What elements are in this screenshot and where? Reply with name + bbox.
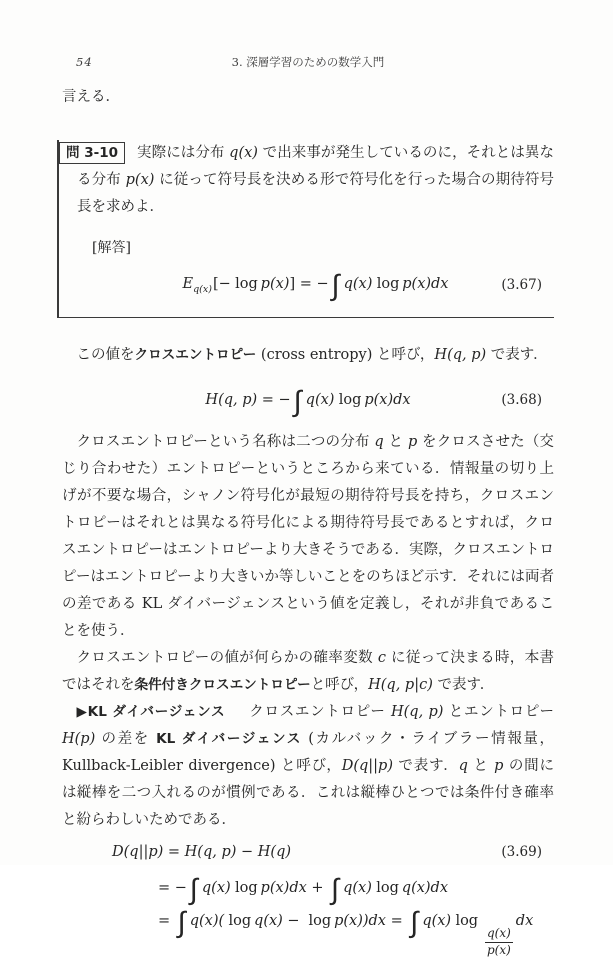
math-operator: ] = − bbox=[289, 275, 329, 292]
equation-3-69 bbox=[62, 838, 554, 962]
text-segment: で出来事が発生しているのに，それとは異なる分布 bbox=[77, 145, 555, 188]
equation-body bbox=[158, 872, 449, 906]
integral-sign: ∫ bbox=[189, 872, 198, 906]
paragraph-kl-divergence bbox=[62, 699, 554, 834]
text-segment: 実際には分布 bbox=[136, 145, 230, 161]
math-symbol: p(x)dx bbox=[402, 275, 449, 292]
text-segment: で表す． bbox=[486, 347, 548, 363]
text-segment: (cross entropy) と呼び， bbox=[256, 347, 435, 363]
math-symbol: p(x) bbox=[260, 275, 290, 292]
equation-body bbox=[205, 384, 411, 418]
text-segment: と bbox=[467, 758, 495, 774]
problem-box bbox=[57, 140, 554, 318]
math-symbol: H(q, p) bbox=[205, 392, 258, 408]
log-function: log bbox=[228, 913, 252, 930]
math-inline: q bbox=[374, 434, 384, 450]
equation-line-2 bbox=[62, 866, 554, 910]
math-inline: H(p) bbox=[62, 731, 96, 747]
integral-sign: ∫ bbox=[331, 872, 340, 906]
math-subscript: q(x) bbox=[193, 283, 212, 295]
paragraph-name-origin bbox=[62, 429, 554, 645]
math-symbol: p(x)dx bbox=[260, 880, 307, 896]
math-inline: c bbox=[377, 650, 387, 666]
math-symbol: p(x)dx bbox=[364, 392, 411, 408]
math-symbol: q(x) bbox=[201, 880, 231, 896]
text-segment: クロスエントロピー bbox=[248, 704, 391, 720]
page-number: 54 bbox=[76, 55, 93, 69]
math-inline: H(q, p) bbox=[390, 704, 444, 720]
equation-body bbox=[158, 905, 534, 958]
text-segment: (カルバック・ライブラー情報量，Kullback-Leibler divergence) と呼び， bbox=[62, 731, 555, 774]
math-inline: q bbox=[458, 758, 468, 774]
fraction bbox=[485, 926, 513, 958]
equation-line-3 bbox=[62, 905, 554, 962]
equation-body bbox=[112, 844, 291, 860]
text-segment: クロスエントロピーという名称は二つの分布 bbox=[76, 434, 375, 450]
text-segment: の間には縦棒を二つ入れるのが慣例である．これは縦棒ひとつでは条件付き確率と紛らわしいためである． bbox=[62, 758, 555, 828]
text-segment: の差を bbox=[95, 731, 157, 747]
paragraph-cross-entropy bbox=[62, 342, 554, 369]
text-segment: クロスエントロピーの値が何らかの確率変数 bbox=[76, 650, 378, 666]
math-symbol: q(x)( bbox=[189, 913, 225, 930]
fraction-numerator: q(x) bbox=[486, 926, 511, 941]
equation-body bbox=[182, 267, 449, 302]
math-inline: D(q||p) bbox=[341, 758, 393, 774]
math-symbol: q(x) bbox=[343, 880, 372, 896]
math-symbol: q(x) bbox=[305, 392, 335, 408]
math-inline: p bbox=[494, 758, 504, 774]
math-inline: p bbox=[407, 434, 418, 450]
term-kl-divergence: KL ダイバージェンス bbox=[156, 731, 303, 747]
intro-line: 言える． bbox=[62, 89, 120, 105]
equation-3-67 bbox=[77, 263, 554, 307]
math-symbol: q(x)dx bbox=[401, 880, 449, 896]
equation-3-68 bbox=[62, 376, 554, 424]
problem-statement bbox=[66, 140, 555, 221]
integral-sign: ∫ bbox=[331, 267, 340, 302]
math-inline: q(x) bbox=[229, 145, 258, 161]
math-symbol: dx bbox=[515, 913, 534, 930]
equation-line-1 bbox=[62, 838, 554, 866]
math-operator: = bbox=[158, 913, 175, 930]
page-content bbox=[62, 0, 554, 962]
kl-heading: ▶KL ダイバージェンス bbox=[76, 704, 226, 720]
text-segment: とエントロピー bbox=[443, 704, 555, 720]
equation-number: (3.69) bbox=[501, 844, 542, 860]
equation-number: (3.68) bbox=[501, 392, 542, 408]
text-segment: をクロスさせた（交じり合わせた）エントロピーというところから来ている．情報量の切り上げが不要な場合，シャノン符号化が最短の期待符号長を持ち，クロスエントロピーはそれとは異なる符号化による期待符号長であるとすれば，クロスエントロピーはエントロピーより大きそうである．実際，クロスエントロピーはエントロピーより大きいか等しいことをのちほど示す．それには両者の差である KL ダイバージェンスという値を定義し，それが非負であることを使う． bbox=[62, 434, 555, 639]
text-segment: で表す． bbox=[392, 758, 459, 774]
log-function: log bbox=[376, 880, 399, 896]
fraction-denominator: p(x) bbox=[486, 943, 511, 957]
math-operator: [− bbox=[212, 275, 231, 292]
log-function: log bbox=[235, 275, 258, 292]
term-cross-entropy: クロスエントロピー bbox=[134, 347, 257, 363]
text-segment: と呼び， bbox=[310, 677, 369, 693]
math-symbol: q(x) − bbox=[254, 913, 305, 930]
math-symbol: q(x) bbox=[422, 913, 452, 930]
text-segment: に従って符号長を決める形で符号化を行った場合の期待符号長を求めよ． bbox=[77, 172, 554, 215]
equation-number: (3.67) bbox=[501, 277, 542, 293]
text-segment: で表す． bbox=[432, 677, 495, 693]
log-function: log bbox=[455, 913, 479, 930]
math-inline: H(q, p) bbox=[434, 347, 487, 363]
math-inline: p(x) bbox=[125, 172, 155, 188]
running-header bbox=[62, 0, 554, 71]
term-conditional-cross-entropy: 条件付きクロスエントロピー bbox=[134, 677, 311, 693]
integral-sign: ∫ bbox=[293, 384, 302, 418]
answer-label: [解答] bbox=[92, 240, 131, 256]
chapter-title: 3. 深層学習のための数学入門 bbox=[231, 55, 385, 69]
log-function: log bbox=[338, 392, 362, 408]
text-segment: と bbox=[383, 434, 408, 450]
integral-sign: ∫ bbox=[410, 905, 419, 940]
log-function: log bbox=[308, 913, 332, 930]
math-symbol: q(x) bbox=[343, 275, 373, 292]
log-function: log bbox=[235, 880, 258, 896]
log-function: log bbox=[376, 275, 400, 292]
math-inline: H(q, p|c) bbox=[368, 677, 433, 693]
math-symbol: E bbox=[182, 275, 194, 292]
math-symbol: H(q, p) − H(q) bbox=[184, 844, 292, 860]
math-operator: = − bbox=[158, 880, 187, 896]
math-symbol: D(q||p) bbox=[112, 844, 164, 860]
math-operator: = bbox=[163, 844, 185, 860]
text-segment: この値を bbox=[76, 347, 135, 363]
math-operator: = − bbox=[257, 392, 291, 408]
text-segment: に従って決まる時，本書ではそれを bbox=[62, 650, 555, 693]
integral-sign: ∫ bbox=[177, 905, 186, 940]
math-operator: + bbox=[306, 880, 329, 896]
paragraph-conditional bbox=[62, 645, 554, 699]
problem-label: 問 3-10 bbox=[59, 142, 125, 164]
math-symbol: p(x))dx = bbox=[334, 913, 408, 930]
